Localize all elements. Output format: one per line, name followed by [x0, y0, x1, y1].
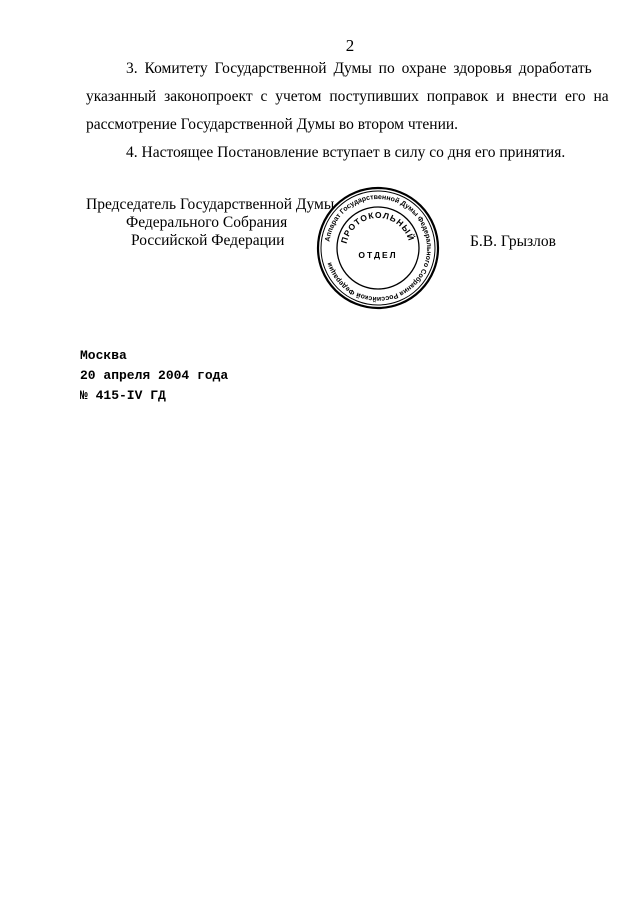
footer-city: Москва [80, 348, 127, 363]
official-stamp [316, 186, 440, 310]
signature-title-line-2: Федерального Собрания [126, 214, 288, 231]
footer-document-number: № 415-IV ГД [80, 388, 166, 403]
signatory-name: Б.В. Грызлов [470, 233, 556, 250]
paragraph-4: 4. Настоящее Постановление вступает в силу со дня его принятия. [126, 144, 566, 161]
stamp-graphic [316, 186, 440, 310]
signature-title-line-1: Председатель Государственной Думы [86, 196, 335, 213]
stamp-outer-text: Аппарат Государственной Думы Федерального Собрания Российской Федерации [324, 193, 433, 303]
svg-text:ПРОТОКОЛЬНЫЙ [339, 210, 418, 245]
paragraph-3-line-1: 3. Комитету Государственной Думы по охране здоровья доработать [126, 60, 592, 77]
stamp-outer-ring-inner [321, 191, 435, 305]
footer-date: 20 апреля 2004 года [80, 368, 229, 383]
page-number: 2 [345, 36, 355, 55]
signature-title-line-3: Российской Федерации [131, 232, 285, 249]
paragraph-3-line-2: указанный законопроект с учетом поступивших поправок и внести его на [86, 88, 609, 105]
stamp-center-text: ОТДЕЛ [358, 250, 398, 260]
stamp-outer-ring [318, 188, 438, 308]
paragraph-3-line-3: рассмотрение Государственной Думы во втором чтении. [86, 116, 459, 133]
stamp-inner-text: ПРОТОКОЛЬНЫЙ [338, 209, 417, 245]
